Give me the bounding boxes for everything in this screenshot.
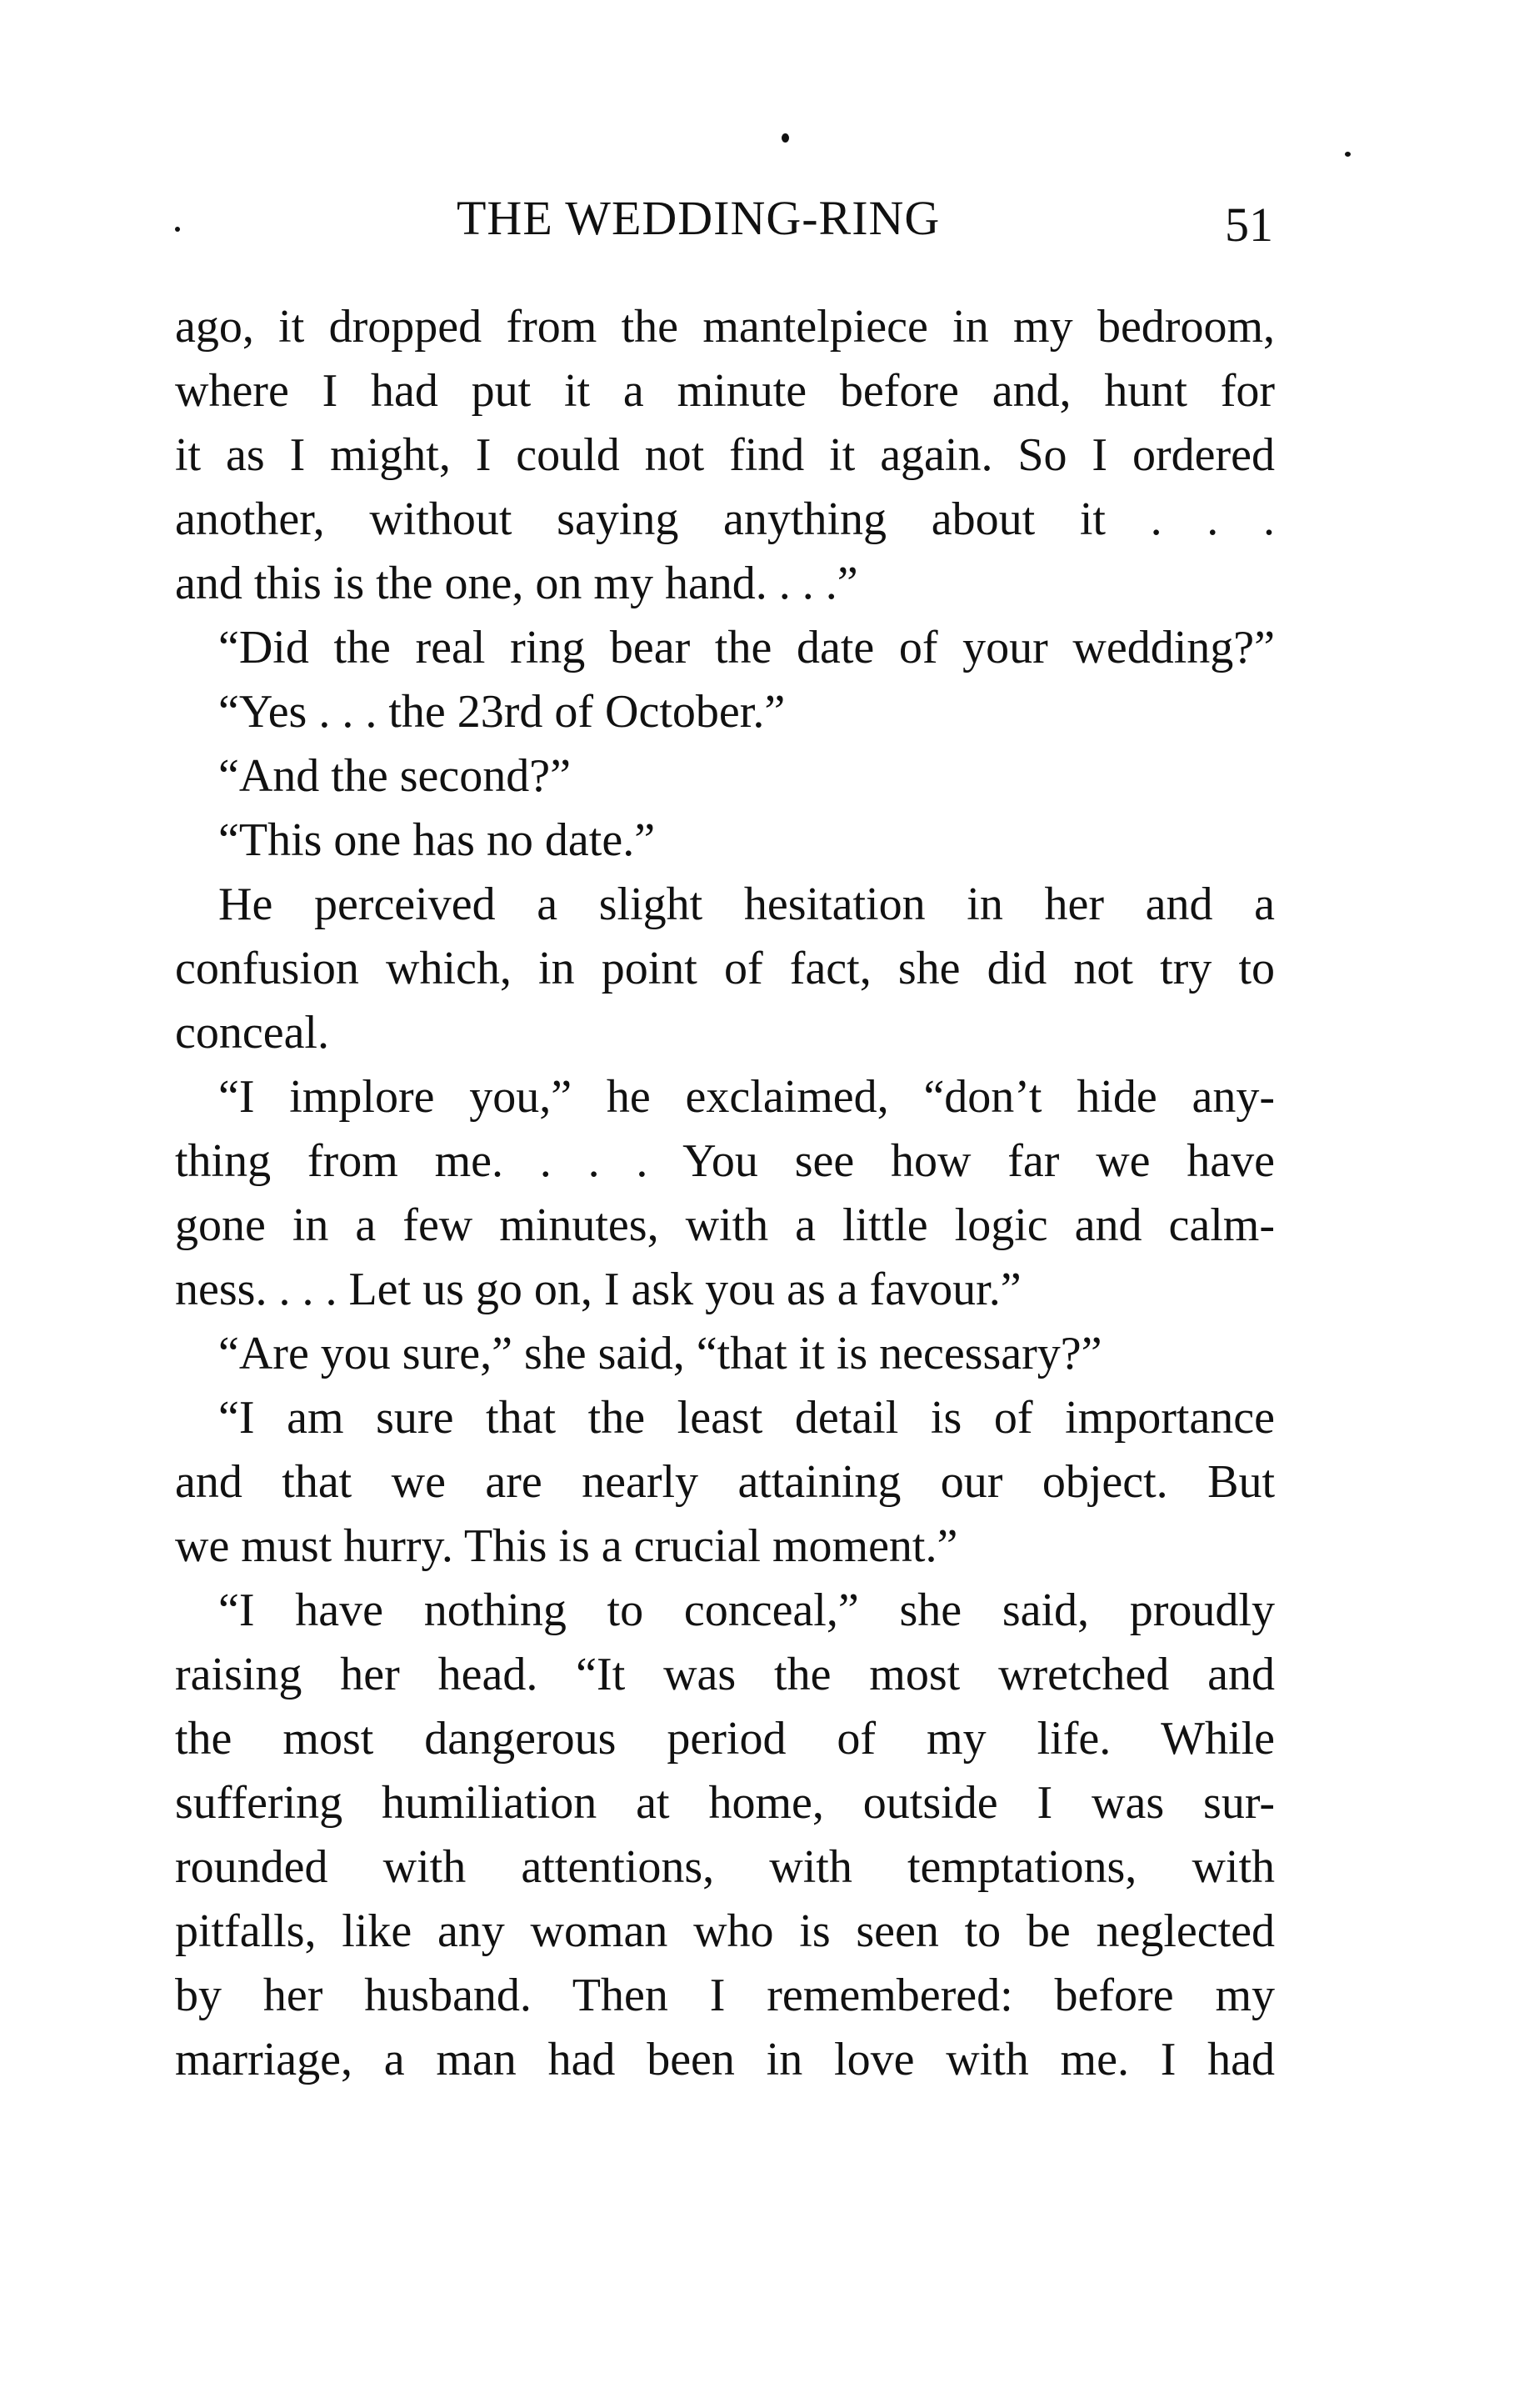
text-line: raising her head. “It was the most wretched and [175,1649,1275,1700]
text-line: ness. . . . Let us go on, I ask you as a favour.” [175,1264,1022,1315]
running-header [173,185,1273,252]
text-line: “Are you sure,” she said, “that it is necessary?” [218,1328,1102,1379]
ink-speck [782,133,789,143]
text-line: “I have nothing to conceal,” she said, proudly [218,1584,1275,1636]
text-line: it as I might, I could not find it again. So I ordered [175,429,1275,481]
text-line: we must hurry. This is a crucial moment.” [175,1520,958,1572]
running-title: THE WEDDING-RING [457,191,941,245]
page-number: 51 [1225,198,1273,252]
text-line: “I implore you,” he exclaimed, “don’t hide any- [218,1071,1275,1123]
text-line: and this is the one, on my hand. . . .” [175,558,858,609]
text-line: ago, it dropped from the mantelpiece in my bedroom, [175,301,1275,353]
text-line: confusion which, in point of fact, she did not try to [175,943,1275,994]
text-line: and that we are nearly attaining our object. But [175,1456,1275,1508]
text-line: “Did the real ring bear the date of your wedding?” [218,622,1275,673]
body-text [175,295,1275,2092]
text-line: conceal. [175,1007,329,1059]
ink-speck [1345,152,1351,157]
text-line: “I am sure that the least detail is of importance [218,1392,1275,1444]
text-line: by her husband. Then I remembered: before my [175,1970,1275,2021]
text-line: the most dangerous period of my life. While [175,1713,1275,1765]
text-line: “And the second?” [218,750,571,802]
text-line: another, without saying anything about it . . . [175,493,1275,545]
text-line: thing from me. . . . You see how far we have [175,1135,1275,1187]
text-line: where I had put it a minute before and, hunt for [175,365,1275,417]
text-line: He perceived a slight hesitation in her and a [218,879,1275,930]
text-line: marriage, a man had been in love with me. I had [175,2034,1275,2085]
text-line: “This one has no date.” [218,814,656,866]
text-line: pitfalls, like any woman who is seen to be neglected [175,1905,1275,1957]
text-line: rounded with attentions, with temptations, with [175,1841,1275,1893]
text-line: gone in a few minutes, with a little logic and calm- [175,1199,1275,1251]
text-line: suffering humiliation at home, outside I was sur- [175,1777,1275,1829]
text-line: “Yes . . . the 23rd of October.” [218,686,786,738]
